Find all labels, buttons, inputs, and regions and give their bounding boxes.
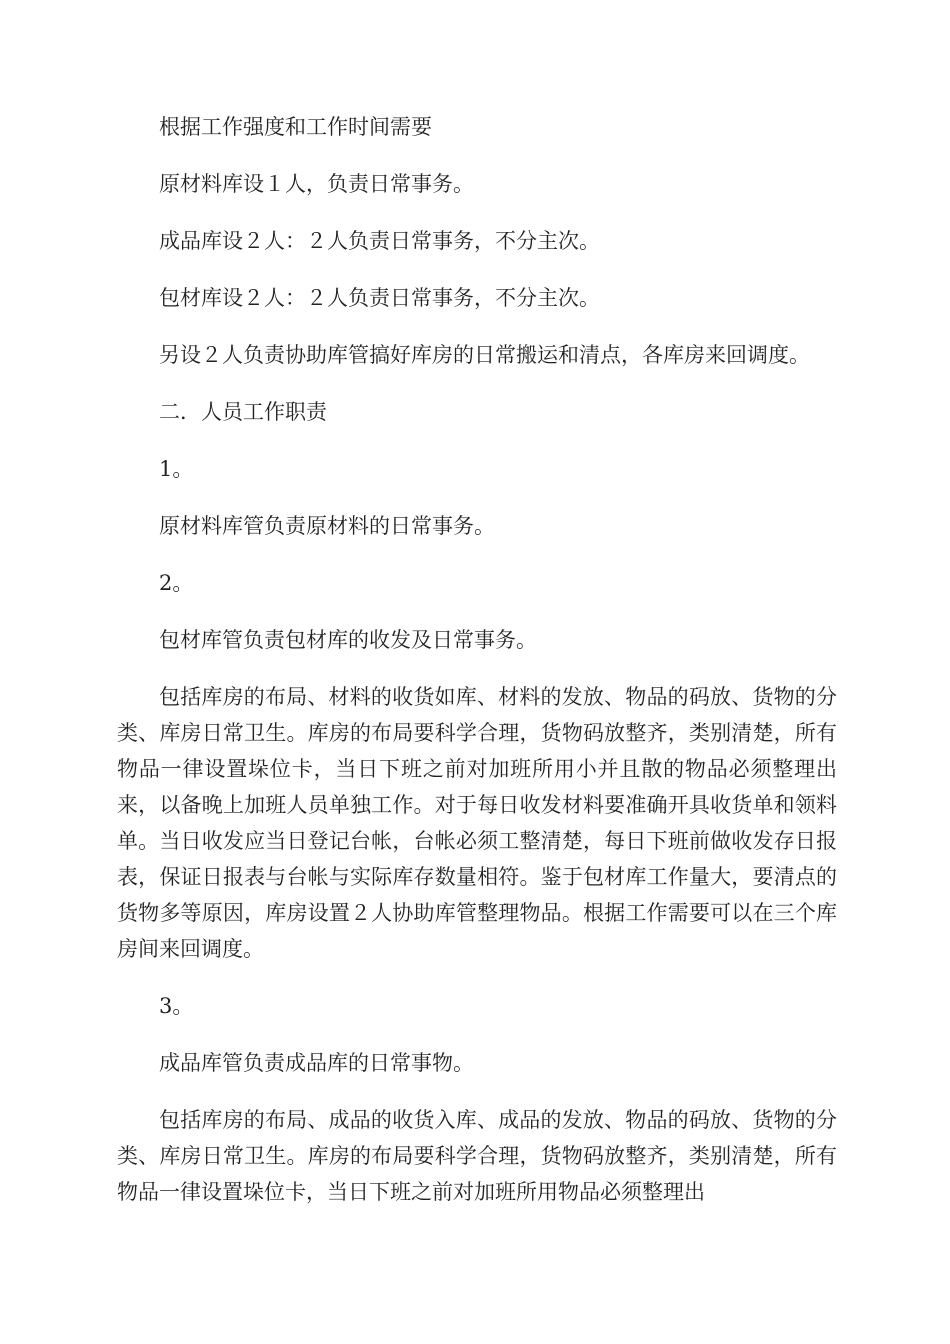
paragraph-duty-3-detail: 包括库房的布局、成品的收货入库、成品的发放、物品的码放、货物的分类、库房日常卫生。库房的布局要科学合理，货物码放整齐，类别清楚，所有物品一律设置垛位卡，当日下班之前对加班所用物品必须整理出: [117, 1108, 837, 1204]
paragraph-finished-goods-staff: 成品库设２人：２人负责日常事务，不分主次。: [159, 229, 600, 253]
list-number-2: 2。: [159, 571, 194, 595]
list-number-1: 1。: [159, 457, 194, 481]
paragraph-duty-2-detail: 包括库房的布局、材料的收货如库、材料的发放、物品的码放、货物的分类、库房日常卫生。库房的布局要科学合理，货物码放整齐，类别清楚，所有物品一律设置垛位卡，当日下班之前对加班所用小并且散的物品必须整理出来，以备晚上加班人员单独工作。对于每日收发材料要准确开具收货单和领料单。当日收发应当日登记台帐，台帐必须工整清楚，每日下班前做收发存日报表，保证日报表与台帐与实际库存数量相符。鉴于包材库工作量大，要清点的货物多等原因，库房设置２人协助库管整理物品。根据工作需要可以在三个库房间来回调度。: [117, 685, 837, 961]
paragraph-duty-3: 成品库管负责成品库的日常事物。: [159, 1051, 474, 1075]
list-number-3: 3。: [159, 994, 194, 1018]
paragraph-intro: 根据工作强度和工作时间需要: [159, 115, 432, 139]
paragraph-assistant-staff: 另设２人负责协助库管搞好库房的日常搬运和清点，各库房来回调度。: [159, 343, 810, 367]
paragraph-raw-material-staff: 原材料库设１人，负责日常事务。: [159, 172, 474, 196]
paragraph-packaging-staff: 包材库设２人：２人负责日常事务，不分主次。: [159, 286, 600, 310]
document-body: [117, 109, 837, 1231]
section-heading-duties: 二．人员工作职责: [159, 400, 327, 424]
paragraph-duty-1: 原材料库管负责原材料的日常事务。: [159, 514, 495, 538]
paragraph-duty-2: 包材库管负责包材库的收发及日常事务。: [159, 628, 537, 652]
